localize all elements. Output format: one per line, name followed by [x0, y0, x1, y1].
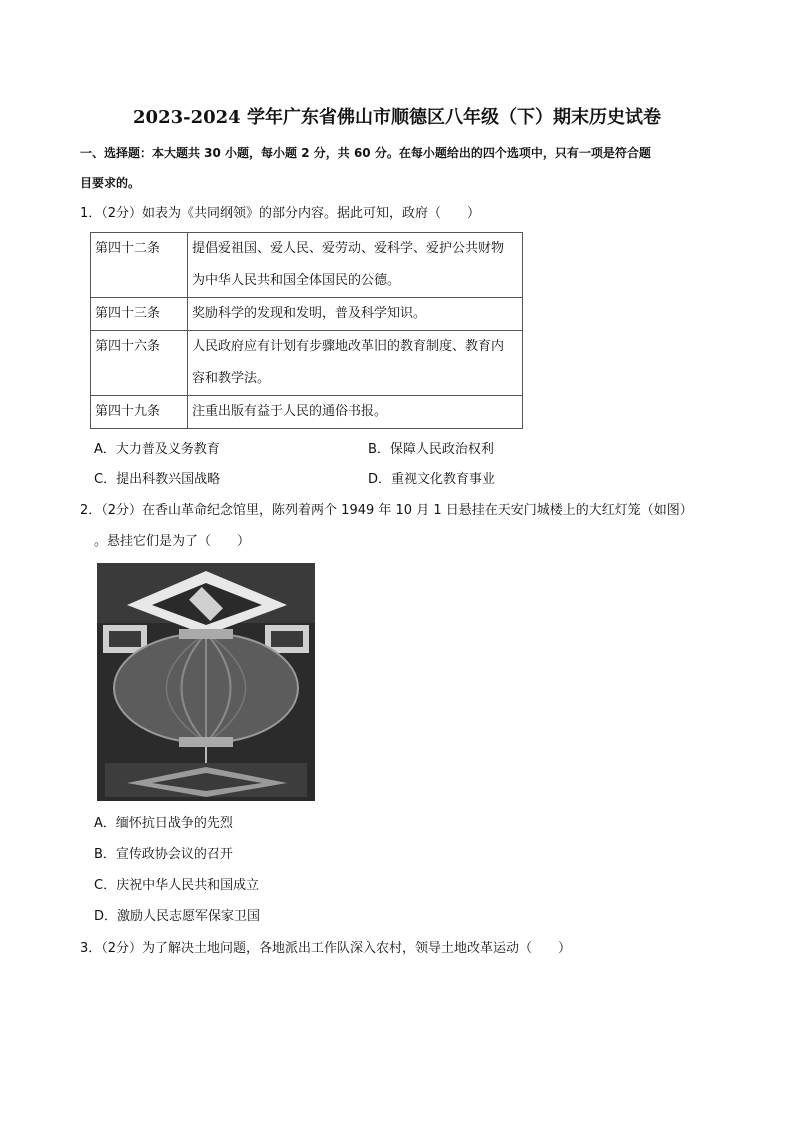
- table-row: [91, 331, 523, 396]
- content-cell: [188, 233, 523, 298]
- article-cell: 第四十六条: [91, 331, 188, 396]
- q2-option-b[interactable]: B．宣传政协会议的召开: [94, 847, 233, 862]
- question-1-stem: 1．（2分）如表为《共同纲领》的部分内容。据此可知，政府（ ）: [80, 206, 481, 221]
- q2-option-c[interactable]: C．庆祝中华人民共和国成立: [94, 878, 260, 893]
- article-cell: 第四十三条: [91, 298, 188, 331]
- content-line: 为中华人民共和国全体国民的公德。: [192, 273, 401, 288]
- content-line: 提倡爱祖国、爱人民、爱劳动、爱科学、爱护公共财物: [192, 241, 505, 256]
- question-2-stem-line2: 。悬挂它们是为了（ ）: [94, 534, 251, 549]
- content-line: 容和教学法。: [192, 371, 271, 386]
- section-instruction-line1: 一、选择题：本大题共 30 小题，每小题 2 分，共 60 分。在每小题给出的四个选项中，只有一项是符合题: [80, 146, 651, 160]
- q1-option-a[interactable]: A．大力普及义务教育: [94, 442, 220, 457]
- content-line: 奖励科学的发现和发明，普及科学知识。: [192, 306, 427, 321]
- common-program-table: [90, 232, 523, 429]
- q1-option-c[interactable]: C．提出科教兴国战略: [94, 472, 221, 487]
- q1-option-d[interactable]: D．重视文化教育事业: [368, 472, 496, 487]
- red-lantern-photo: [97, 563, 315, 801]
- content-line: 人民政府应有计划有步骤地改革旧的教育制度、教育内: [192, 339, 505, 354]
- content-line: 注重出版有益于人民的通俗书报。: [192, 404, 388, 419]
- section-instruction-line2: 目要求的。: [80, 176, 141, 190]
- article-cell: 第四十二条: [91, 233, 188, 298]
- question-2-stem-line1: 2．（2分）在香山革命纪念馆里，陈列着两个 1949 年 10 月 1 日悬挂在天安门城楼上的大红灯笼（如图）: [80, 503, 693, 518]
- q2-option-a[interactable]: A．缅怀抗日战争的先烈: [94, 816, 233, 831]
- question-3-stem: 3．（2分）为了解决土地问题，各地派出工作队深入农村，领导土地改革运动（ ）: [80, 941, 572, 956]
- q1-option-b[interactable]: B．保障人民政治权利: [368, 442, 494, 457]
- table-row: [91, 298, 523, 331]
- table-row: [91, 396, 523, 429]
- exam-title: 2023-2024 学年广东省佛山市顺德区八年级（下）期末历史试卷: [133, 107, 661, 128]
- content-cell: [188, 331, 523, 396]
- content-cell: [188, 298, 523, 331]
- q2-option-d[interactable]: D．激励人民志愿军保家卫国: [94, 909, 261, 924]
- content-cell: [188, 396, 523, 429]
- table-row: [91, 233, 523, 298]
- article-cell: 第四十九条: [91, 396, 188, 429]
